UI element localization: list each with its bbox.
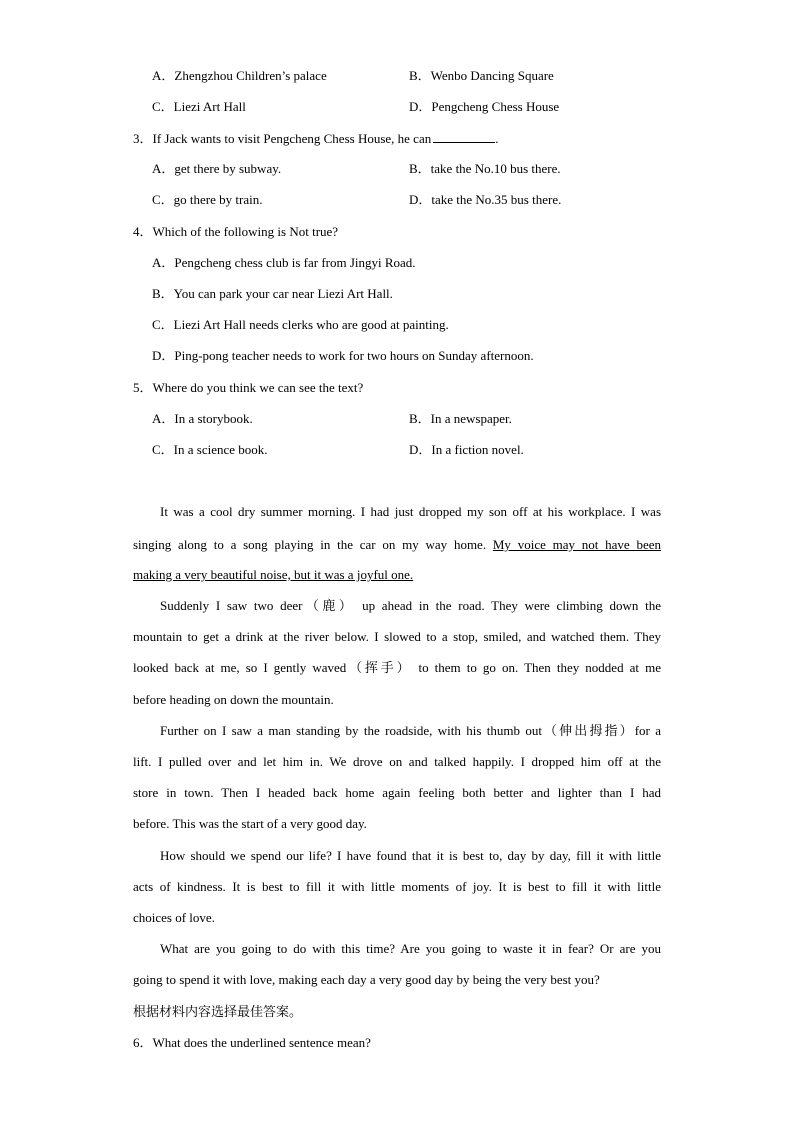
- passage-line: [133, 567, 413, 583]
- passage-line: store in town. Then I headed back home again feeling both better and lighter than I had: [133, 785, 661, 800]
- q3-stem-text: 3．If Jack wants to visit Pengcheng Chess House, he can: [133, 131, 432, 146]
- passage-line: going to spend it with love, making each day a very good day by being the very best you?: [133, 972, 600, 987]
- passage-line: [133, 537, 661, 553]
- section-instruction: 根据材料内容选择最佳答案。: [133, 1004, 303, 1019]
- passage-line: How should we spend our life? I have found that it is best to, day by day, fill it with little: [160, 848, 661, 863]
- q6-stem: 6．What does the underlined sentence mean?: [133, 1035, 371, 1050]
- q3-stem: [133, 130, 498, 147]
- q3-option-d: D．take the No.35 bus there.: [409, 192, 562, 207]
- q5-option-d: D．In a fiction novel.: [409, 442, 524, 457]
- answer-blank: [433, 130, 495, 143]
- q5-option-c: C．In a science book.: [152, 442, 268, 457]
- q4-option-d: D．Ping-pong teacher needs to work for two hours on Sunday afternoon.: [152, 348, 534, 363]
- passage-line: choices of love.: [133, 910, 215, 925]
- q5-stem: 5．Where do you think we can see the text?: [133, 380, 364, 395]
- q5-option-b: B．In a newspaper.: [409, 411, 512, 426]
- underlined-sentence: My voice may not have been: [492, 537, 662, 552]
- passage-text: singing along to a song playing in the car on my way home.: [133, 537, 487, 552]
- q2-option-b: B．Wenbo Dancing Square: [409, 68, 554, 83]
- passage-line: looked back at me, so I gently waved（挥手） to them to go on. Then they nodded at me: [133, 660, 661, 675]
- passage-line: Further on I saw a man standing by the roadside, with his thumb out（伸出拇指）for a: [160, 723, 661, 738]
- passage-line: Suddenly I saw two deer（鹿） up ahead in the road. They were climbing down the: [160, 598, 661, 613]
- passage-line: mountain to get a drink at the river below. I slowed to a stop, smiled, and watched them. They: [133, 629, 661, 644]
- q5-option-a: A．In a storybook.: [152, 411, 253, 426]
- passage-line: before. This was the start of a very good day.: [133, 816, 367, 831]
- q2-option-a: A．Zhengzhou Children’s palace: [152, 68, 327, 83]
- q2-option-c: C．Liezi Art Hall: [152, 99, 246, 114]
- passage-line: acts of kindness. It is best to fill it with little moments of joy. It is best to fill it with little: [133, 879, 661, 894]
- q4-option-c: C．Liezi Art Hall needs clerks who are good at painting.: [152, 317, 449, 332]
- passage-line: before heading on down the mountain.: [133, 692, 334, 707]
- passage-line: What are you going to do with this time? Are you going to waste it in fear? Or are you: [160, 941, 661, 956]
- passage-line: lift. I pulled over and let him in. We drove on and talked happily. I dropped him off at the: [133, 754, 661, 769]
- q3-option-c: C．go there by train.: [152, 192, 263, 207]
- passage-line: It was a cool dry summer morning. I had just dropped my son off at his workplace. I was: [160, 504, 661, 519]
- q4-option-b: B．You can park your car near Liezi Art Hall.: [152, 286, 393, 301]
- q3-option-b: B．take the No.10 bus there.: [409, 161, 561, 176]
- q2-option-d: D．Pengcheng Chess House: [409, 99, 560, 114]
- q3-stem-end: .: [495, 131, 499, 146]
- q4-option-a: A．Pengcheng chess club is far from Jingyi Road.: [152, 255, 416, 270]
- q3-option-a: A．get there by subway.: [152, 161, 282, 176]
- underlined-sentence: making a very beautiful noise, but it was a joyful one.: [133, 567, 414, 582]
- q4-stem: 4．Which of the following is Not true?: [133, 224, 339, 239]
